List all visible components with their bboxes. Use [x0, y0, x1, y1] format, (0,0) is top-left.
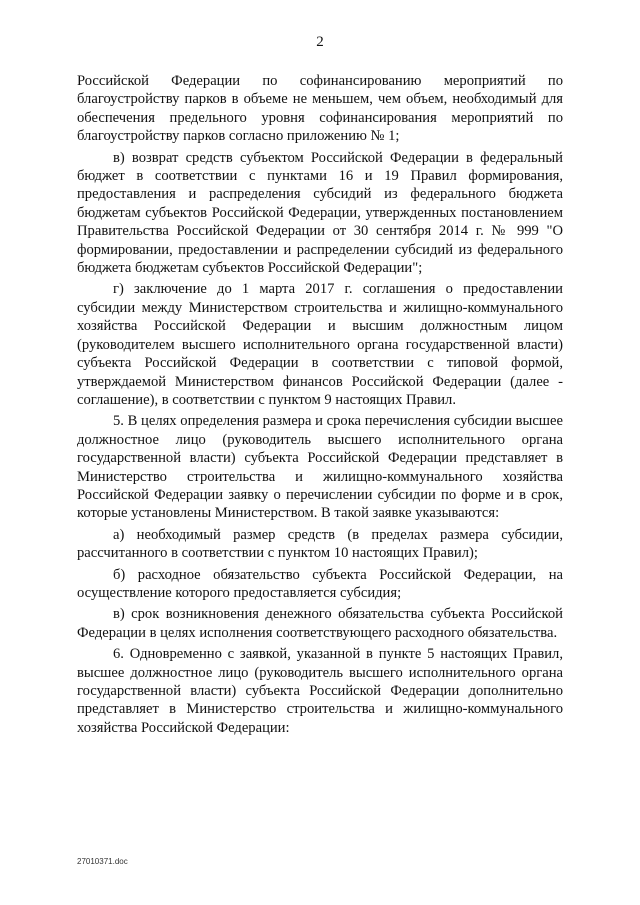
paragraph-item-v: в) возврат средств субъектом Российской Федерации в федеральный бюджет в соответствии с пунктами 16 и 19 Правил формирования, предоставления и распределения субсидий из федерального бюджета бюджетам субъектов Российской Федерации, утвержденных постановлением Правительства Российской Федерации от 30 сентября 2014 г. № 999 "О формировании, предоставлении и распределении субсидий из федерального бюджета бюджетам субъектов Российской Федерации";	[77, 149, 563, 277]
document-body	[77, 72, 563, 740]
page-number: 2	[316, 34, 324, 50]
paragraph-item-g: г) заключение до 1 марта 2017 г. соглашения о предоставлении субсидии между Министерством строительства и жилищно-коммунального хозяйства Российской Федерации и высшим должностным лицом (руководителем высшего исполнительного органа государственной власти) субъекта Российской Федерации в соответствии с типовой формой, утверждаемой Министерством финансов Российской Федерации (далее - соглашение), в соответствии с пунктом 9 настоящих Правил.	[77, 281, 563, 408]
paragraph-continuation: Российской Федерации по софинансированию мероприятий по благоустройству парков в объеме не меньшем, чем объем, необходимый для обеспечения предельного уровня софинансирования мероприятий по благоустройству парков согласно приложению № 1;	[77, 73, 563, 145]
paragraph-clause-6: 6. Одновременно с заявкой, указанной в пункте 5 настоящих Правил, высшее должностное лицо (руководитель высшего исполнительного органа государственной власти) субъекта Российской Федерации дополнительно представляет в Министерство строительства и жилищно-коммунального хозяйства Российской Федерации:	[77, 646, 563, 736]
paragraph-item-b: б) расходное обязательство субъекта Российской Федерации, на осуществление которого предоставляется субсидия;	[77, 566, 563, 601]
paragraph-item-a: а) необходимый размер средств (в пределах размера субсидии, рассчитанного в соответствии с пунктом 10 настоящих Правил);	[77, 526, 563, 562]
paragraph-clause-5: 5. В целях определения размера и срока перечисления субсидии высшее должностное лицо (руководитель высшего исполнительного органа государственной власти) субъекта Российской Федерации представляет в Министерство строительства и жилищно-коммунального хозяйства Российской Федерации заявку о перечислении субсидии по форме и в срок, которые установлены Министерством. В такой заявке указываются:	[77, 413, 563, 522]
footer-file-name: 27010371.doc	[77, 857, 128, 866]
paragraph-item-v2: в) срок возникновения денежного обязательства субъекта Российской Федерации в целях исполнения соответствующего расходного обязательства.	[77, 606, 563, 641]
